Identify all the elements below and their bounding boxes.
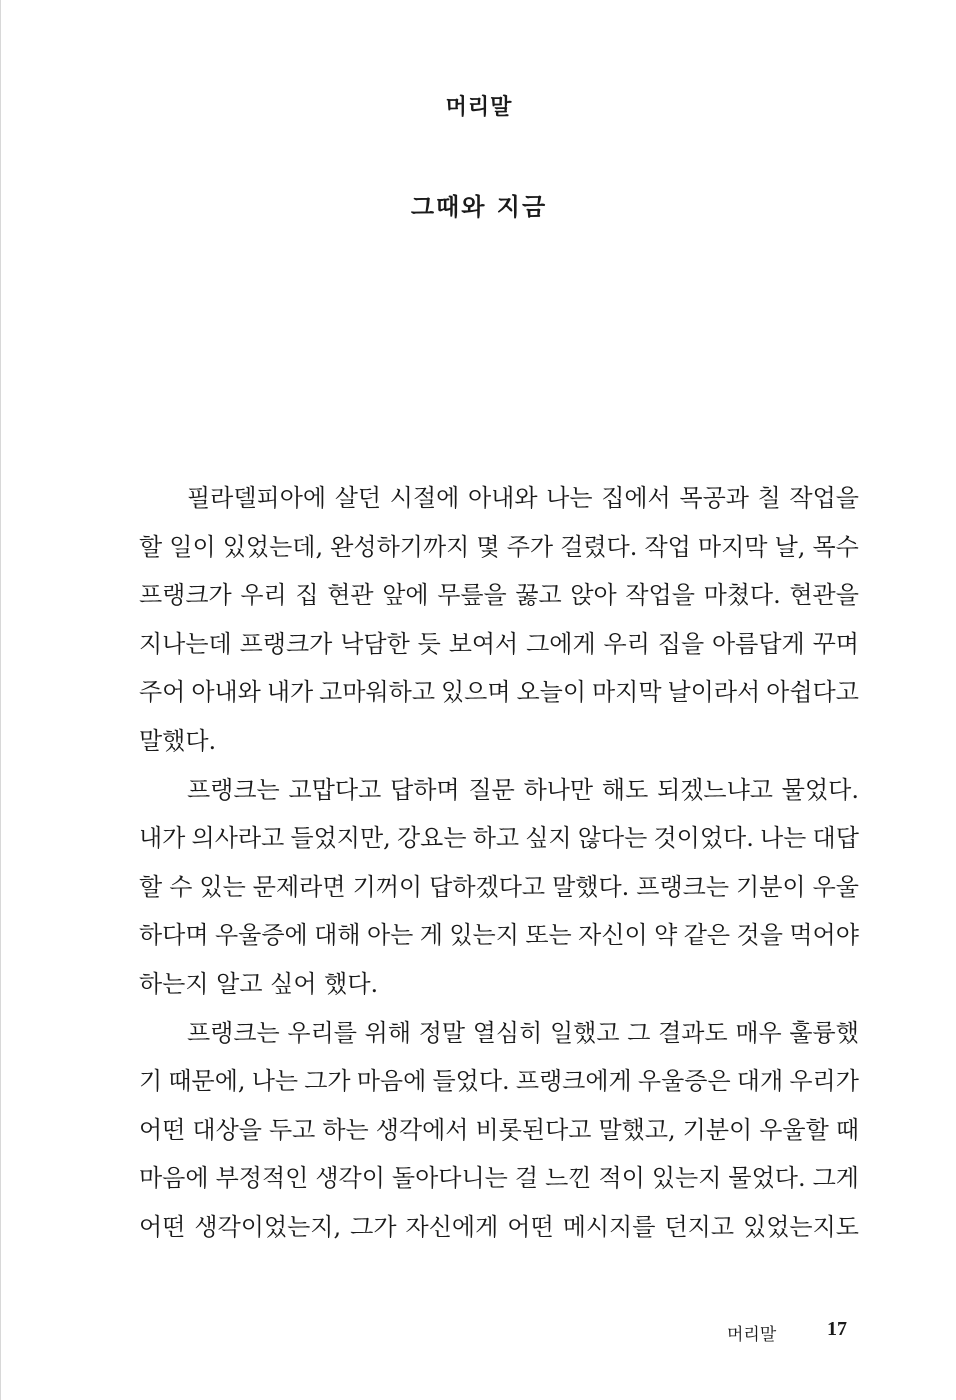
word: 않다는	[577, 824, 648, 853]
word: 내가	[266, 678, 314, 707]
text-line	[139, 1154, 859, 1203]
running-head: 머리말	[727, 1325, 777, 1345]
text-line	[139, 523, 859, 572]
word: 기꺼이	[352, 872, 423, 901]
word: 일했고	[549, 1018, 620, 1047]
word: 두고	[268, 1115, 316, 1144]
text-line	[139, 766, 859, 815]
word: 작업을	[789, 484, 859, 512]
word: 그에게	[526, 629, 596, 658]
word: 던지고	[664, 1212, 735, 1241]
text-line	[139, 571, 859, 620]
word: 고마워하고	[319, 678, 436, 707]
page-number: 17	[827, 1318, 847, 1340]
word: 되겠느냐고	[657, 775, 773, 804]
word: 대개	[736, 1067, 784, 1096]
word: 시절에	[389, 484, 460, 512]
word: 오늘이	[516, 678, 587, 707]
word: 마쳤다.	[703, 581, 781, 610]
word: 부정적인	[215, 1164, 309, 1193]
word: 기	[139, 1067, 163, 1096]
word: 문제라면	[252, 872, 346, 901]
word: 마음에	[139, 1164, 209, 1193]
word: 대상을	[192, 1115, 262, 1144]
section-label: 머리말	[445, 95, 513, 120]
word: 주어	[139, 678, 186, 707]
text-line-last: 말했다.	[139, 726, 217, 755]
word: 프랭크는	[636, 872, 730, 901]
word: 생각이	[315, 1164, 385, 1193]
text-line	[139, 1057, 859, 1106]
word: 또는	[525, 921, 572, 950]
word: 말했고,	[598, 1115, 676, 1144]
word: 약	[654, 921, 678, 950]
word: 아내와	[467, 484, 538, 512]
word: 할	[139, 872, 163, 901]
text-line	[139, 1009, 859, 1058]
word: 우리가	[789, 1067, 859, 1096]
word: 듯	[417, 629, 441, 658]
word: 강요는	[396, 824, 467, 853]
word: 답하겠다고	[429, 872, 546, 901]
word: 매우	[735, 1018, 782, 1047]
word: 아쉽다고	[766, 678, 859, 707]
word: 열심히	[472, 1018, 543, 1047]
body-text	[139, 474, 859, 1252]
word: 물었다.	[781, 775, 859, 804]
word: 아내와	[191, 678, 261, 707]
word: 우울할	[759, 1115, 829, 1144]
word: 꿇고	[515, 581, 562, 610]
text-line	[139, 668, 859, 717]
word: 하는	[322, 1115, 369, 1144]
word: 우울증에	[214, 921, 308, 950]
word: 집	[295, 581, 319, 610]
word: 우리를	[287, 1018, 357, 1047]
word: 프랭크가	[139, 581, 232, 610]
word: 대해	[314, 921, 361, 950]
word: 무릎을	[437, 581, 507, 610]
word: 목수	[812, 532, 859, 561]
word: 낙담한	[340, 629, 410, 658]
text-line-last: 하는지 알고 싶어 했다.	[139, 969, 379, 998]
word: 질문	[468, 775, 515, 804]
word: 칠	[757, 484, 781, 512]
text-line	[139, 1106, 859, 1155]
text-line	[139, 814, 859, 863]
text-line	[139, 620, 859, 669]
word: 들었다.	[432, 1067, 510, 1096]
word: 그	[627, 1018, 651, 1047]
word: 있는지	[449, 921, 519, 950]
word: 느낀	[545, 1164, 592, 1193]
word: 것이었다.	[653, 824, 754, 853]
word: 나는	[251, 1067, 299, 1096]
word: 때	[835, 1115, 859, 1144]
word: 날,	[774, 532, 806, 561]
word: 몇	[476, 532, 500, 561]
word: 있으며	[440, 678, 511, 707]
word: 프랭크는	[187, 775, 280, 804]
word: 지나는데	[139, 629, 232, 658]
word: 있었는데,	[222, 532, 324, 561]
word: 앉아	[570, 581, 617, 610]
word: 하다며	[139, 921, 209, 950]
word: 마지막	[591, 678, 662, 707]
word: 앞에	[382, 581, 429, 610]
word: 꾸며	[812, 629, 859, 658]
word: 적이	[598, 1164, 645, 1193]
text-line	[139, 863, 859, 912]
word: 살던	[334, 484, 382, 512]
word: 비롯된다고	[475, 1115, 592, 1144]
word: 우리	[603, 629, 650, 658]
word: 기분이	[682, 1115, 753, 1144]
word: 들었지만,	[290, 824, 391, 853]
word: 싶지	[525, 824, 572, 853]
text-line	[139, 911, 859, 960]
word: 대답	[812, 824, 859, 853]
word: 집을	[657, 629, 705, 658]
word: 프랭크에게	[515, 1067, 632, 1096]
word: 주가	[506, 532, 554, 561]
word: 내가	[139, 824, 186, 853]
word: 정말	[418, 1018, 466, 1047]
word: 아는	[366, 921, 414, 950]
word: 있었는지도	[743, 1212, 859, 1241]
word: 필라델피아에	[187, 484, 327, 512]
word: 위해	[364, 1018, 412, 1047]
word: 같은	[683, 921, 731, 950]
word: 먹어야	[789, 921, 859, 950]
word: 자신이	[578, 921, 648, 950]
word: 우울	[812, 872, 859, 901]
word: 수	[169, 872, 193, 901]
word: 프랭크는	[187, 1018, 280, 1047]
word: 일이	[169, 532, 216, 561]
word: 우리	[240, 581, 287, 610]
word: 어떤	[507, 1212, 554, 1241]
word: 현관을	[789, 581, 859, 610]
word: 있는	[199, 872, 246, 901]
word: 답하며	[390, 775, 460, 804]
word: 메시지를	[562, 1212, 656, 1241]
word: 생각이었는지,	[194, 1212, 342, 1241]
word: 마지막	[697, 532, 768, 561]
text-line	[139, 474, 859, 523]
word: 말했다.	[552, 872, 630, 901]
word: 어떤	[139, 1212, 186, 1241]
word: 보여서	[448, 629, 519, 658]
word: 작업을	[625, 581, 695, 610]
word: 집에서	[601, 484, 671, 512]
word: 할	[139, 532, 163, 561]
word: 생각에서	[375, 1115, 469, 1144]
word: 날이라서	[667, 678, 761, 707]
word: 때문에,	[168, 1067, 246, 1096]
word: 나는	[760, 824, 807, 853]
word: 해도	[601, 775, 649, 804]
word: 현관	[327, 581, 374, 610]
word: 그게	[812, 1164, 859, 1193]
word: 의사라고	[191, 824, 285, 853]
word: 그가	[350, 1212, 397, 1241]
word: 우울증은	[637, 1067, 731, 1096]
word: 걸렸다.	[560, 532, 638, 561]
word: 하고	[472, 824, 520, 853]
word: 게	[419, 921, 443, 950]
word: 완성하기까지	[330, 532, 470, 561]
word: 나는	[546, 484, 593, 512]
word: 있는지	[651, 1164, 722, 1193]
word: 작업	[644, 532, 691, 561]
word: 하나만	[523, 775, 594, 804]
word: 것을	[736, 921, 783, 950]
chapter-title: 그때와 지금	[410, 192, 548, 221]
word: 걸	[514, 1164, 539, 1193]
word: 마음에	[356, 1067, 427, 1096]
word: 프랭크가	[239, 629, 333, 658]
word: 기분이	[736, 872, 806, 901]
word: 어떤	[139, 1115, 186, 1144]
word: 목공과	[679, 484, 749, 512]
word: 결과도	[658, 1018, 728, 1047]
word: 물었다.	[728, 1164, 806, 1193]
word: 자신에게	[405, 1212, 499, 1241]
word: 돌아다니는	[391, 1164, 508, 1193]
word: 고맙다고	[288, 775, 382, 804]
word: 그가	[304, 1067, 351, 1096]
word: 아름답게	[712, 629, 805, 658]
text-line	[139, 1203, 859, 1252]
word: 훌륭했	[789, 1018, 859, 1047]
